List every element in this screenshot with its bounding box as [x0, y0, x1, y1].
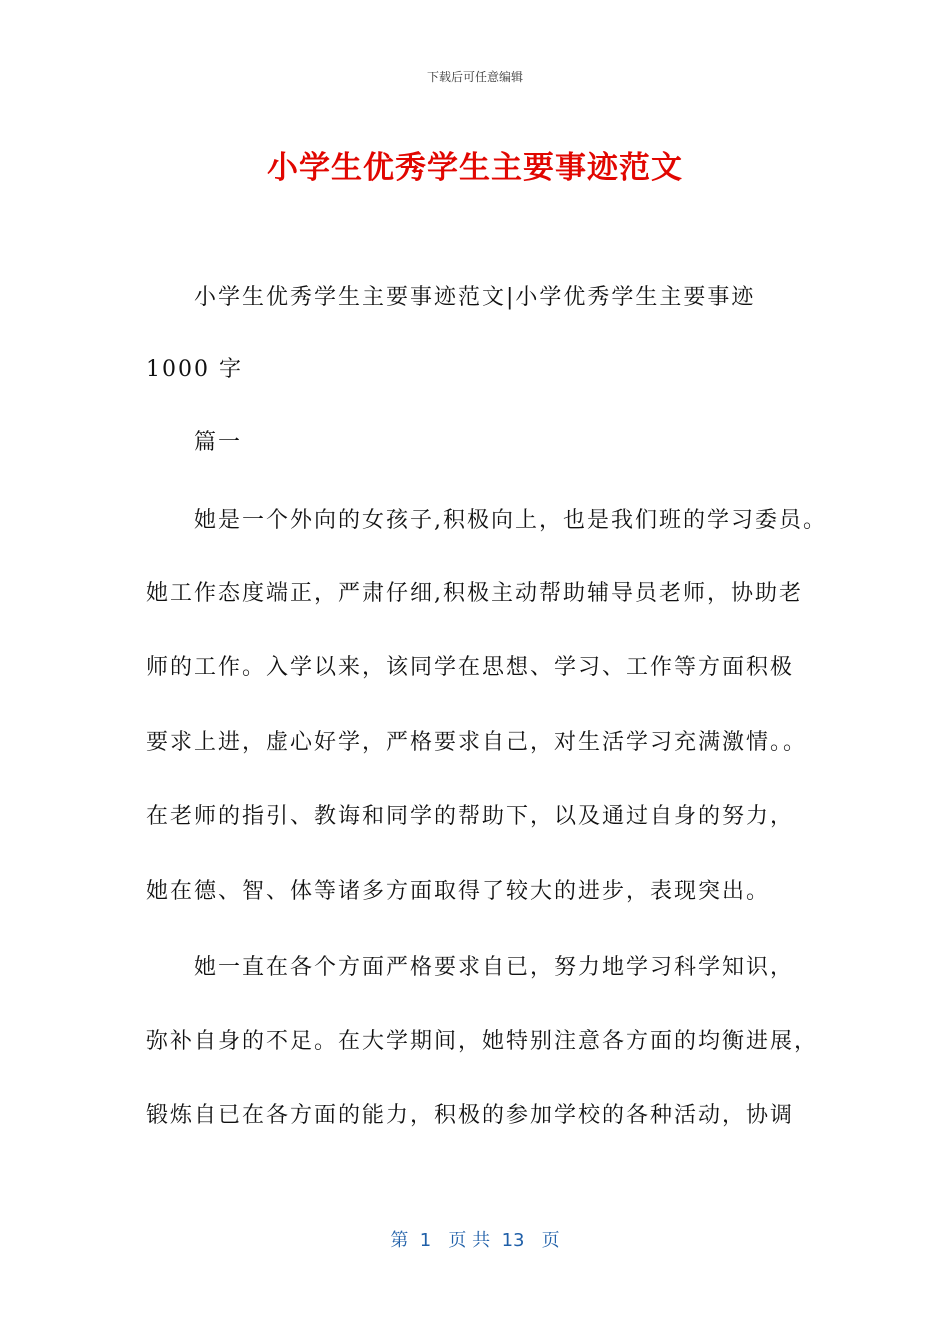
paragraph-line-10: 她一直在各个方面严格要求自已，努力地学习科学知识， — [194, 955, 795, 980]
paragraph-line-6: 师的工作。入学以来，该同学在思想、学习、工作等方面积极 — [146, 655, 795, 680]
paragraph-line-1: 小学生优秀学生主要事迹范文|小学优秀学生主要事迹 — [194, 285, 756, 310]
paragraph-line-2: 1000 字 — [146, 357, 243, 382]
paragraph-line-7: 要求上进，虚心好学，严格要求自己，对生活学习充满激情。。 — [146, 730, 808, 755]
paragraph-line-4: 她是一个外向的女孩子,积极向上，也是我们班的学习委员。 — [194, 508, 827, 533]
paragraph-line-12: 锻炼自已在各方面的能力，积极的参加学校的各种活动，协调 — [146, 1103, 795, 1128]
section-heading: 篇一 — [194, 430, 243, 455]
document-title: 小学生优秀学生主要事迹范文 — [267, 150, 683, 186]
header-note: 下载后可任意编辑 — [426, 70, 523, 84]
paragraph-line-9: 她在德、智、体等诸多方面取得了较大的进步，表现突出。 — [146, 879, 771, 904]
page-number-footer: 第 1 页 共 13 页 — [390, 1230, 560, 1251]
paragraph-line-8: 在老师的指引、教诲和同学的帮助下，以及通过自身的努力， — [146, 804, 795, 829]
paragraph-line-11: 弥补自身的不足。在大学期间，她特别注意各方面的均衡进展， — [146, 1029, 819, 1054]
paragraph-line-5: 她工作态度端正，严肃仔细,积极主动帮助辅导员老师，协助老 — [146, 581, 803, 606]
